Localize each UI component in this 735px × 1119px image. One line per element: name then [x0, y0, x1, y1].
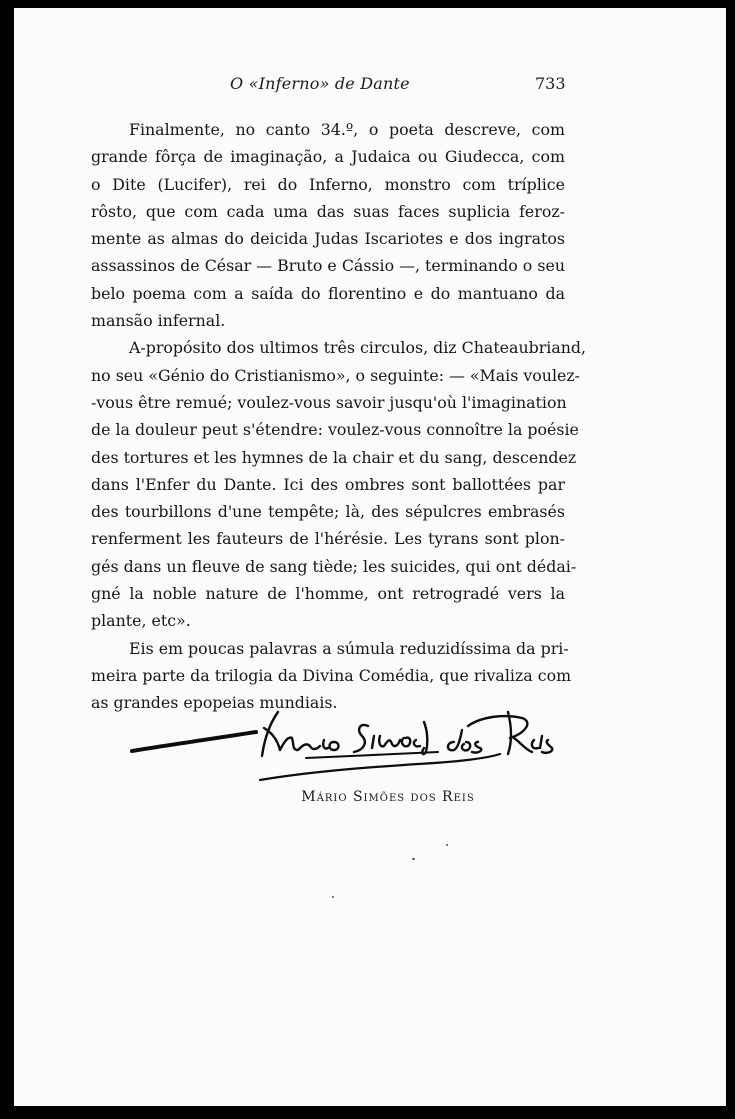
- signature-stroke: [132, 732, 256, 751]
- text-line: des tourbillons d'une tempête; là, des sépulcres embrasés: [91, 502, 565, 522]
- text-line: plante, etc».: [91, 611, 191, 631]
- body-text: [91, 116, 587, 717]
- text-line: A-propósito dos ultimos três circulos, diz Chateaubriand,: [129, 338, 587, 358]
- text-line: no seu «Génio do Cristianismo», o seguinte: — «Mais voulez-: [91, 365, 581, 385]
- text-line: grande fôrça de imaginação, a Judaica ou Giudecca, com: [91, 147, 565, 167]
- page-number: 733: [535, 74, 566, 93]
- paragraph: [91, 116, 565, 334]
- text-line: as grandes epopeias mundiais.: [91, 693, 338, 713]
- text-line: dans l'Enfer du Dante. Ici des ombres sont ballottées par: [91, 474, 565, 494]
- text-line: de la douleur peut s'étendre: voulez-vous connoître la poésie: [91, 420, 579, 440]
- running-title: O «Inferno» de Dante: [230, 74, 410, 93]
- text-line: rôsto, que com cada uma das suas faces suplicia feroz-: [91, 201, 565, 221]
- signer-name-text: Mário Simões dos Reis: [301, 789, 475, 805]
- text-line: des tortures et les hymnes de la chair et du sang, descendez: [91, 447, 577, 467]
- scan-speck: [412, 858, 415, 860]
- page-header: [14, 74, 726, 98]
- text-line: Finalmente, no canto 34.º, o poeta descreve, com: [129, 120, 565, 139]
- signature-stroke: [448, 730, 481, 753]
- text-line: gés dans un fleuve de sang tiède; les suicides, qui ont dédai-: [91, 556, 577, 576]
- text-line: assassinos de César — Bruto e Cássio —, terminando o seu: [91, 256, 565, 276]
- text-line: Eis em poucas palavras a súmula reduzidíssima da pri-: [129, 638, 569, 658]
- text-line: mansão infernal.: [91, 311, 226, 331]
- book-page: [14, 8, 726, 1106]
- scan-speck: [332, 896, 334, 898]
- text-line: meira parte da trilogia da Divina Comédia, que rivaliza com: [91, 665, 572, 685]
- signature-stroke: [260, 754, 500, 780]
- text-line: o Dite (Lucifer), rei do Inferno, monstro com tríplice: [91, 174, 565, 194]
- signature-stroke: [306, 752, 438, 758]
- handwritten-signature: [128, 692, 558, 788]
- scan-speck: [446, 844, 448, 846]
- signature-stroke: [354, 722, 427, 754]
- signer-name: [14, 789, 726, 805]
- text-line: renferment les fauteurs de l'hérésie. Les tyrans sont plon-: [91, 529, 565, 549]
- text-line: gné la noble nature de l'homme, ont retrogradé vers la: [91, 584, 565, 604]
- text-line: mente as almas do deicida Judas Iscariotes e dos ingratos: [91, 229, 565, 249]
- signature-stroke: [262, 712, 339, 756]
- paragraph: [91, 334, 587, 634]
- text-line: belo poema com a saída do florentino e do mantuano da: [91, 283, 565, 303]
- text-line: -vous être remué; voulez-vous savoir jusqu'où l'imagination: [91, 392, 567, 412]
